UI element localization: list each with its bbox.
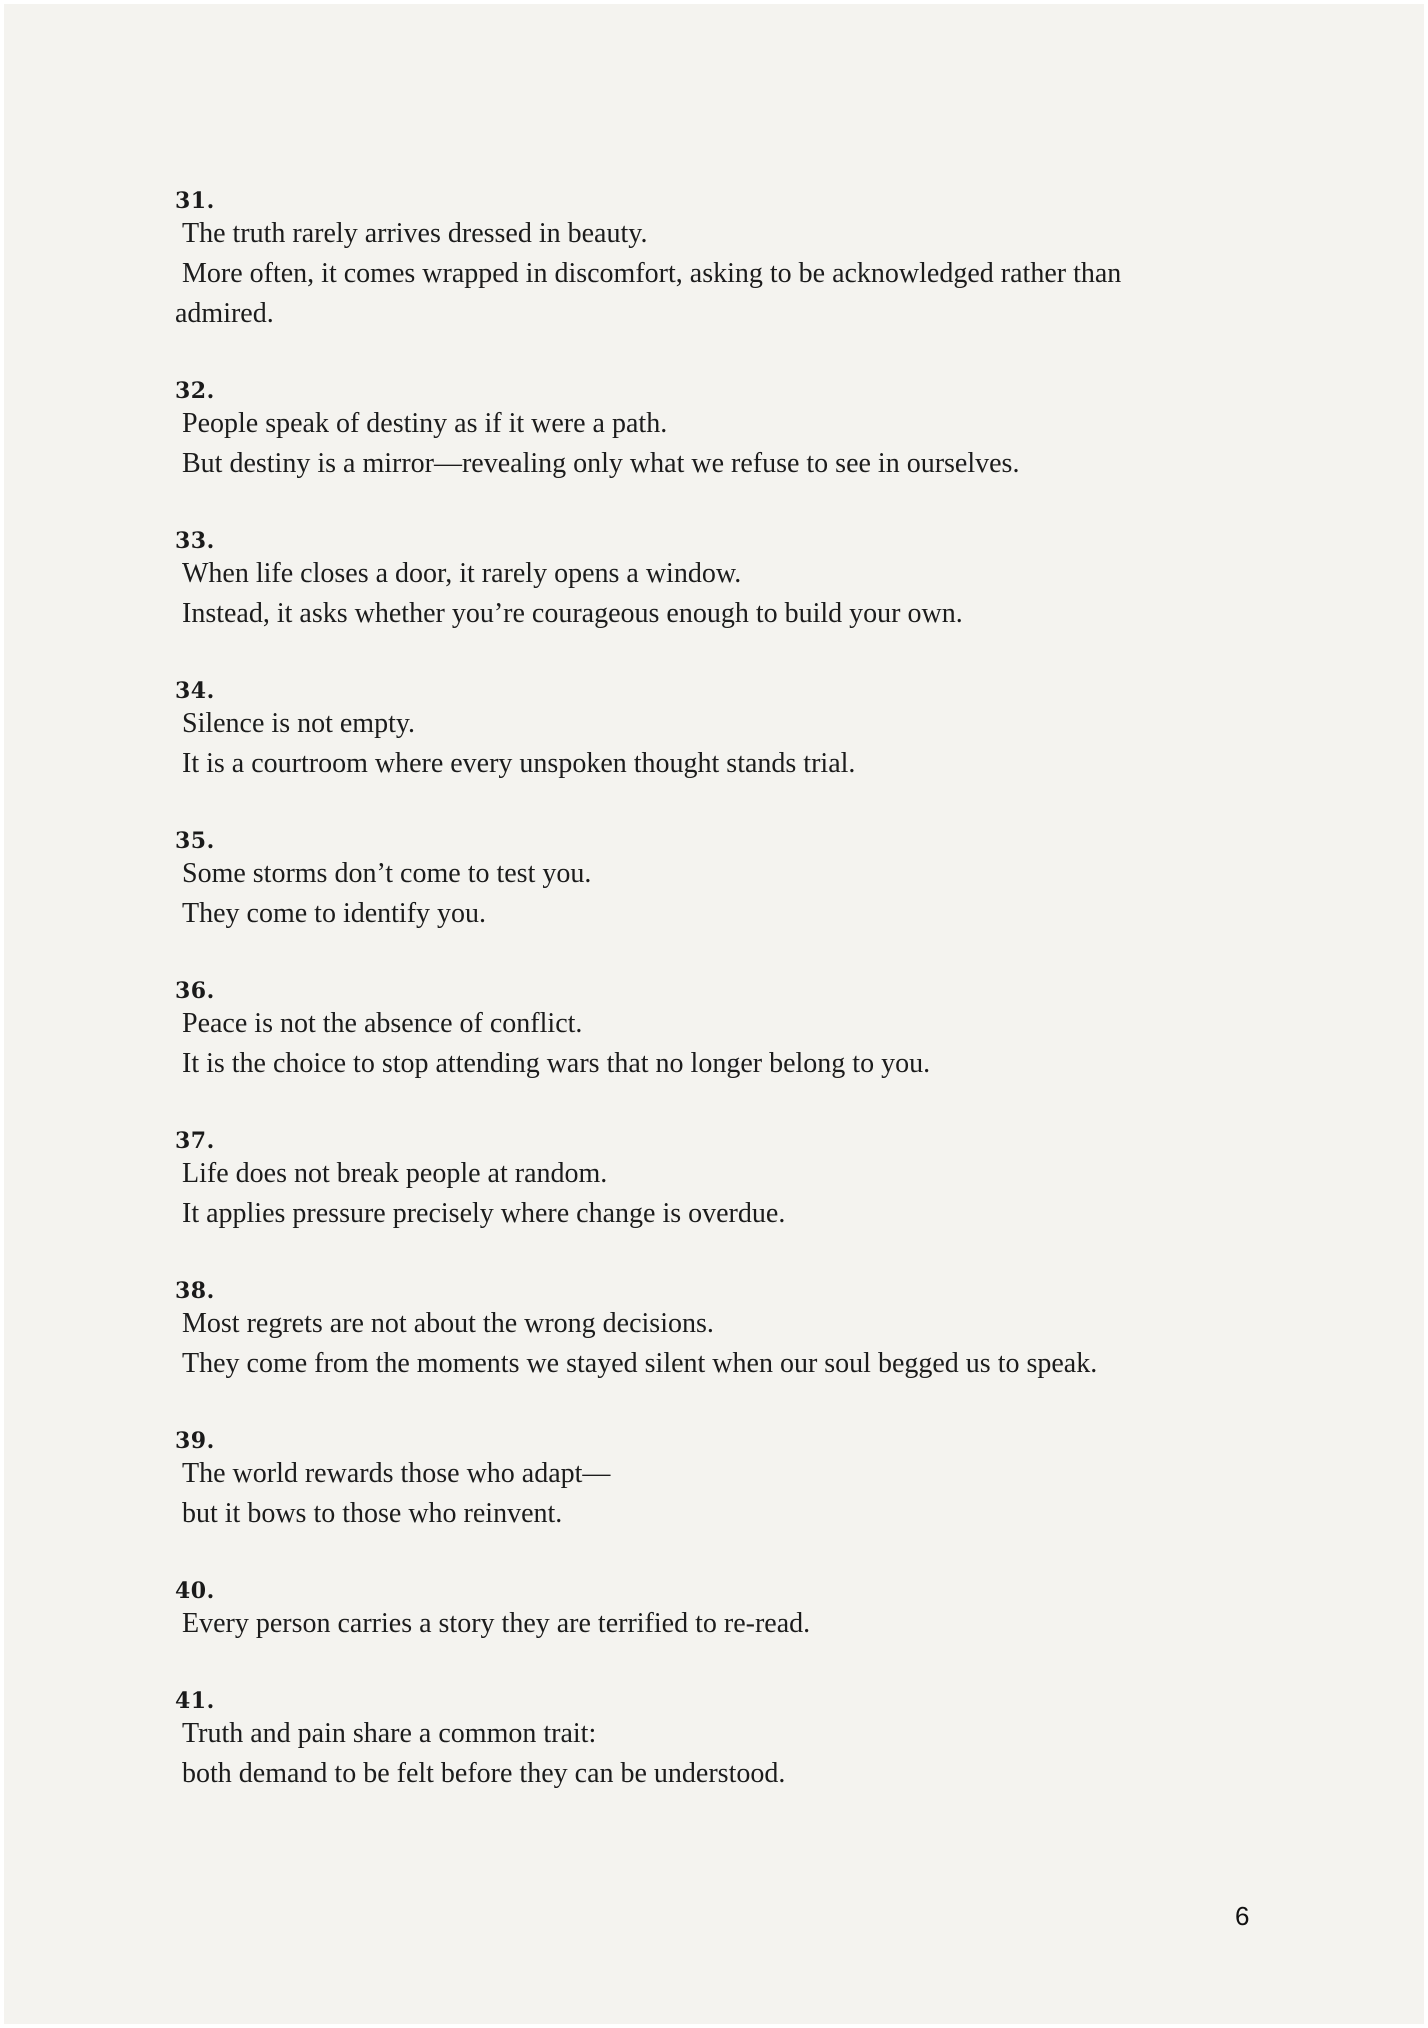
entry-number: 37.	[175, 1128, 215, 1154]
entry-line: both demand to be felt before they can be understood.	[182, 1758, 786, 1789]
entry-line: but it bows to those who reinvent.	[182, 1498, 563, 1529]
quote-entry-37	[175, 1128, 1295, 1278]
entry-number: 36.	[175, 978, 215, 1004]
quote-entry-33	[175, 528, 1295, 678]
quote-entry-34	[175, 678, 1295, 828]
document-page	[4, 4, 1424, 2024]
entry-line: admired.	[175, 298, 274, 329]
entry-line: When life closes a door, it rarely opens a window.	[182, 558, 742, 589]
entry-line: Truth and pain share a common trait:	[182, 1718, 597, 1749]
entry-line: It is the choice to stop attending wars that no longer belong to you.	[182, 1048, 931, 1079]
entry-number: 40.	[175, 1578, 215, 1604]
quote-entry-35	[175, 828, 1295, 978]
entry-number: 39.	[175, 1428, 215, 1454]
entry-number: 32.	[175, 378, 215, 404]
entry-number: 31.	[175, 188, 215, 214]
quote-list	[175, 188, 1295, 1838]
entry-line: It applies pressure precisely where change is overdue.	[182, 1198, 786, 1229]
entry-line: People speak of destiny as if it were a path.	[182, 408, 668, 439]
entry-number: 38.	[175, 1278, 215, 1304]
entry-line: But destiny is a mirror—revealing only what we refuse to see in ourselves.	[182, 448, 1020, 479]
entry-number: 34.	[175, 678, 215, 704]
entry-line: The truth rarely arrives dressed in beauty.	[182, 218, 648, 249]
entry-line: Some storms don’t come to test you.	[182, 858, 592, 889]
entry-line: They come to identify you.	[182, 898, 487, 929]
quote-entry-36	[175, 978, 1295, 1128]
entry-line: Every person carries a story they are terrified to re-read.	[182, 1608, 811, 1639]
entry-line: Instead, it asks whether you’re courageous enough to build your own.	[182, 598, 963, 629]
entry-line: Silence is not empty.	[182, 708, 416, 739]
quote-entry-40	[175, 1578, 1295, 1688]
entry-number: 41.	[175, 1688, 215, 1714]
entry-number: 33.	[175, 528, 215, 554]
quote-entry-31	[175, 188, 1295, 378]
entry-line: Life does not break people at random.	[182, 1158, 608, 1189]
entry-line: It is a courtroom where every unspoken thought stands trial.	[182, 748, 856, 779]
entry-line: Most regrets are not about the wrong decisions.	[182, 1308, 714, 1339]
entry-line: The world rewards those who adapt—	[182, 1458, 611, 1489]
quote-entry-32	[175, 378, 1295, 528]
quote-entry-39	[175, 1428, 1295, 1578]
quote-entry-38	[175, 1278, 1295, 1428]
entry-line: They come from the moments we stayed silent when our soul begged us to speak.	[182, 1348, 1098, 1379]
entry-number: 35.	[175, 828, 215, 854]
entry-line: More often, it comes wrapped in discomfort, asking to be acknowledged rather than	[182, 258, 1122, 289]
quote-entry-41	[175, 1688, 1295, 1838]
page-number: 6	[1235, 1901, 1250, 1931]
entry-line: Peace is not the absence of conflict.	[182, 1008, 583, 1039]
